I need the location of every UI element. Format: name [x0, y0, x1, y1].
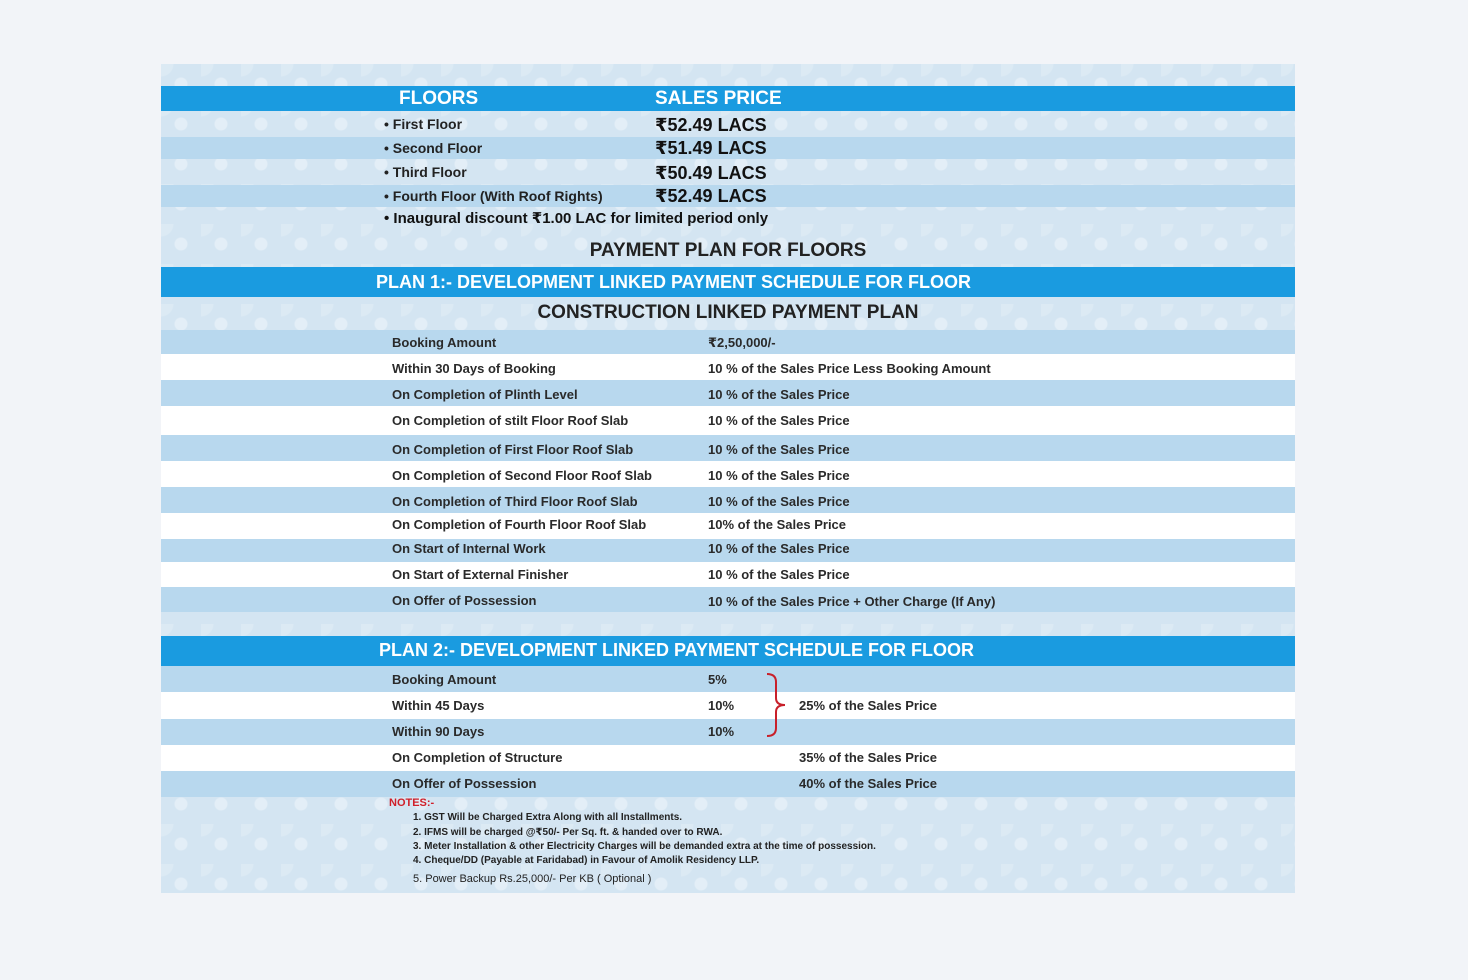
plan1-stage: Within 30 Days of Booking [392, 361, 556, 376]
plan1-amount: 10 % of the Sales Price [708, 442, 850, 457]
plan2-possession-amount: 40% of the Sales Price [799, 776, 938, 791]
plan1-stage: Booking Amount [392, 335, 497, 350]
plan2-row-band [161, 745, 1295, 771]
payment-plan-title: PAYMENT PLAN FOR FLOORS [589, 240, 867, 261]
plan2-structure-stage: On Completion of Structure [392, 750, 563, 765]
plan1-stage: On Start of Internal Work [392, 541, 546, 556]
plan1-stage: On Completion of Fourth Floor Roof Slab [392, 517, 647, 532]
floor-price: ₹50.49 LACS [655, 163, 767, 183]
note-item: 3. Meter Installation & other Electricity Charges will be demanded extra at the time of possession. [413, 841, 876, 852]
plan2-group-total: 25% of the Sales Price [799, 698, 938, 713]
plan1-amount: 10 % of the Sales Price [708, 541, 850, 556]
floor-name: First Floor [392, 116, 463, 132]
curly-brace-icon [763, 672, 789, 738]
plan2-row-band [161, 666, 1295, 692]
plan1-stage: On Completion of Third Floor Roof Slab [392, 494, 638, 509]
floor-name: Fourth Floor (With Roof Rights) [392, 188, 603, 204]
inaugural-discount: • Inaugural discount ₹1.00 LAC for limited period only [384, 210, 769, 227]
plan2-row-band [161, 771, 1295, 797]
plan1-amount: 10 % of the Sales Price [708, 413, 850, 428]
plan1-stage: On Completion of First Floor Roof Slab [392, 442, 634, 457]
floors-column-header: FLOORS [399, 88, 479, 109]
plan2-percent: 5% [708, 672, 727, 687]
plan1-stage: On Completion of stilt Floor Roof Slab [392, 413, 629, 428]
plan1-amount: 10 % of the Sales Price + Other Charge (If Any) [708, 594, 996, 609]
floor-row-second: • Second Floor [384, 140, 483, 156]
note-item: 5. Power Backup Rs.25,000/- Per KB ( Optional ) [413, 873, 652, 885]
plan2-title: PLAN 2:- DEVELOPMENT LINKED PAYMENT SCHEDULE FOR FLOOR [379, 640, 975, 660]
plan2-stage: Within 90 Days [392, 724, 485, 739]
floor-name: Third Floor [392, 164, 467, 180]
floor-row-third: • Third Floor [384, 164, 467, 180]
plan2-percent: 10% [708, 724, 735, 739]
price-list-sheet [161, 64, 1295, 893]
plan1-amount: 10 % of the Sales Price Less Booking Amount [708, 361, 991, 376]
discount-text: Inaugural discount ₹1.00 LAC for limited period only [393, 210, 769, 227]
plan1-stage: On Completion of Plinth Level [392, 387, 578, 402]
notes-title: NOTES:- [389, 797, 435, 809]
plan1-stage: On Completion of Second Floor Roof Slab [392, 468, 652, 483]
floor-name: Second Floor [392, 140, 483, 156]
plan2-stage: Within 45 Days [392, 698, 485, 713]
plan2-stage: Booking Amount [392, 672, 497, 687]
plan1-amount: 10 % of the Sales Price [708, 387, 850, 402]
floor-price: ₹52.49 LACS [655, 115, 767, 135]
plan1-stage: On Offer of Possession [392, 593, 537, 608]
floor-row-first: • First Floor [384, 116, 463, 132]
plan1-subtitle: CONSTRUCTION LINKED PAYMENT PLAN [537, 302, 919, 323]
plan1-amount: ₹2,50,000/- [708, 335, 776, 350]
plan1-amount: 10 % of the Sales Price [708, 494, 850, 509]
plan1-title: PLAN 1:- DEVELOPMENT LINKED PAYMENT SCHEDULE FOR FLOOR [376, 272, 972, 292]
plan1-stage: On Start of External Finisher [392, 567, 569, 582]
plan2-structure-amount: 35% of the Sales Price [799, 750, 938, 765]
floor-row-fourth: • Fourth Floor (With Roof Rights) [384, 188, 603, 204]
note-item: 1. GST Will be Charged Extra Along with all Installments. [413, 812, 683, 823]
floor-price: ₹52.49 LACS [655, 186, 767, 206]
note-item: 4. Cheque/DD (Payable at Faridabad) in Favour of Amolik Residency LLP. [413, 855, 760, 866]
note-item: 2. IFMS will be charged @₹50/- Per Sq. ft. & handed over to RWA. [413, 827, 723, 838]
floor-price: ₹51.49 LACS [655, 138, 767, 158]
sales-price-column-header: SALES PRICE [655, 88, 782, 109]
plan1-amount: 10 % of the Sales Price [708, 468, 850, 483]
plan1-amount: 10% of the Sales Price [708, 517, 847, 532]
plan2-possession-stage: On Offer of Possession [392, 776, 537, 791]
plan2-percent: 10% [708, 698, 735, 713]
plan1-amount: 10 % of the Sales Price [708, 567, 850, 582]
